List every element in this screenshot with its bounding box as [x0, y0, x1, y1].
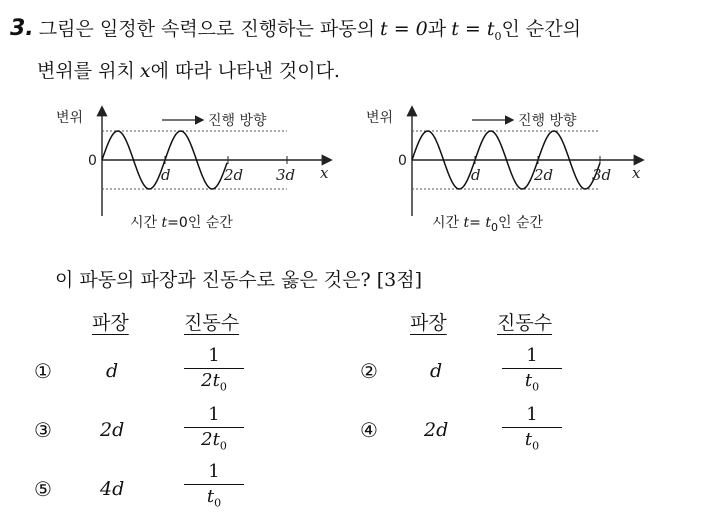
time-t0-base: t = t	[451, 18, 495, 40]
option-5-den-base: t	[206, 486, 215, 507]
option-4-wavelength: 2d	[424, 419, 449, 441]
caption-2-pre: 시간	[432, 215, 460, 231]
tick-label-2d-1: 2d	[224, 166, 244, 184]
caption-1-post: 인 순간	[187, 215, 233, 231]
option-3-den-sub: 0	[219, 439, 227, 453]
option-4-den-base: t	[524, 429, 533, 450]
caption-2-post: 인 순간	[497, 215, 544, 231]
option-1-den-base: 2t	[201, 370, 220, 391]
option-1-frequency	[184, 346, 244, 398]
option-4-freq-num: 1	[502, 405, 562, 428]
question-text-3: 변위를 위치	[37, 60, 135, 82]
option-5-number[interactable]: ⑤	[34, 477, 52, 501]
option-1-number[interactable]: ①	[34, 359, 52, 383]
tick-label-d-2: d	[471, 166, 481, 184]
question-text-1: 그림은 일정한 속력으로 진행하는 파동의	[38, 18, 375, 40]
origin-label-2: 0	[398, 153, 407, 169]
option-2-freq-den	[502, 369, 562, 398]
option-3-freq-den	[184, 428, 244, 457]
header-frequency-left: 진동수	[184, 312, 240, 334]
tick-label-3d-1: 3d	[276, 166, 296, 184]
ylabel-1: 변위	[56, 110, 84, 126]
question-line-1	[10, 14, 581, 43]
option-3-freq-num: 1	[184, 405, 244, 428]
option-5-den-sub: 0	[214, 496, 222, 510]
option-5-wavelength: 4d	[100, 478, 125, 500]
option-3-den-base: 2t	[201, 429, 220, 450]
direction-label-2: 진행 방향	[518, 113, 577, 129]
option-1-wavelength: d	[106, 360, 119, 382]
option-4-number[interactable]: ④	[360, 418, 378, 442]
caption-1	[130, 212, 233, 232]
question-text-conj: 과	[427, 18, 447, 40]
question-text-4: 에 따라 나타낸 것이다.	[150, 60, 340, 82]
x-axis-var-2: x	[632, 164, 641, 182]
time-t0-sub: 0	[494, 29, 502, 43]
caption-2-sub: 0	[490, 220, 498, 234]
tick-label-3d-2: 3d	[592, 166, 612, 184]
option-4-freq-den	[502, 428, 562, 457]
question-text-2: 인 순간의	[501, 18, 581, 40]
direction-label-1: 진행 방향	[208, 113, 267, 129]
option-2-den-base: t	[524, 370, 533, 391]
option-3-frequency	[184, 405, 244, 457]
prompt-text: 이 파동의 파장과 진동수로 옳은 것은? [3점]	[55, 269, 423, 291]
option-3-number[interactable]: ③	[34, 418, 52, 442]
option-5-frequency	[184, 462, 244, 514]
x-axis-var-1: x	[320, 164, 329, 182]
option-4-frequency	[502, 405, 562, 457]
option-2-number[interactable]: ②	[360, 359, 378, 383]
option-4-den-sub: 0	[532, 439, 540, 453]
option-3-wavelength: 2d	[100, 419, 125, 441]
option-2-freq-num: 1	[502, 346, 562, 369]
caption-2-var: t	[463, 215, 470, 231]
caption-2-eq: =	[469, 215, 481, 231]
caption-1-eq: =	[167, 215, 179, 231]
option-1-freq-num: 1	[184, 346, 244, 369]
origin-label-1: 0	[88, 153, 97, 169]
option-2-wavelength: d	[430, 360, 443, 382]
option-5-freq-num: 1	[184, 462, 244, 485]
question-line-2	[37, 56, 340, 83]
caption-1-var: t	[161, 215, 168, 231]
option-5-freq-den	[184, 485, 244, 514]
question-number: 3.	[10, 16, 34, 41]
time-t0	[451, 18, 502, 43]
option-2-den-sub: 0	[532, 380, 540, 394]
caption-1-pre: 시간	[130, 215, 158, 231]
tick-label-d-1: d	[161, 166, 171, 184]
tick-label-2d-2: 2d	[534, 166, 554, 184]
caption-1-val: 0	[178, 215, 188, 231]
caption-2-val: t	[485, 215, 491, 231]
caption-2	[432, 212, 543, 234]
option-1-den-sub: 0	[219, 380, 227, 394]
ylabel-2: 변위	[366, 110, 394, 126]
header-frequency-right: 진동수	[497, 312, 553, 334]
time-zero: t = 0	[380, 18, 428, 40]
header-wavelength-left: 파장	[92, 312, 129, 334]
option-2-frequency	[502, 346, 562, 398]
position-var: x	[139, 60, 151, 82]
option-1-freq-den	[184, 369, 244, 398]
header-wavelength-right: 파장	[410, 312, 447, 334]
